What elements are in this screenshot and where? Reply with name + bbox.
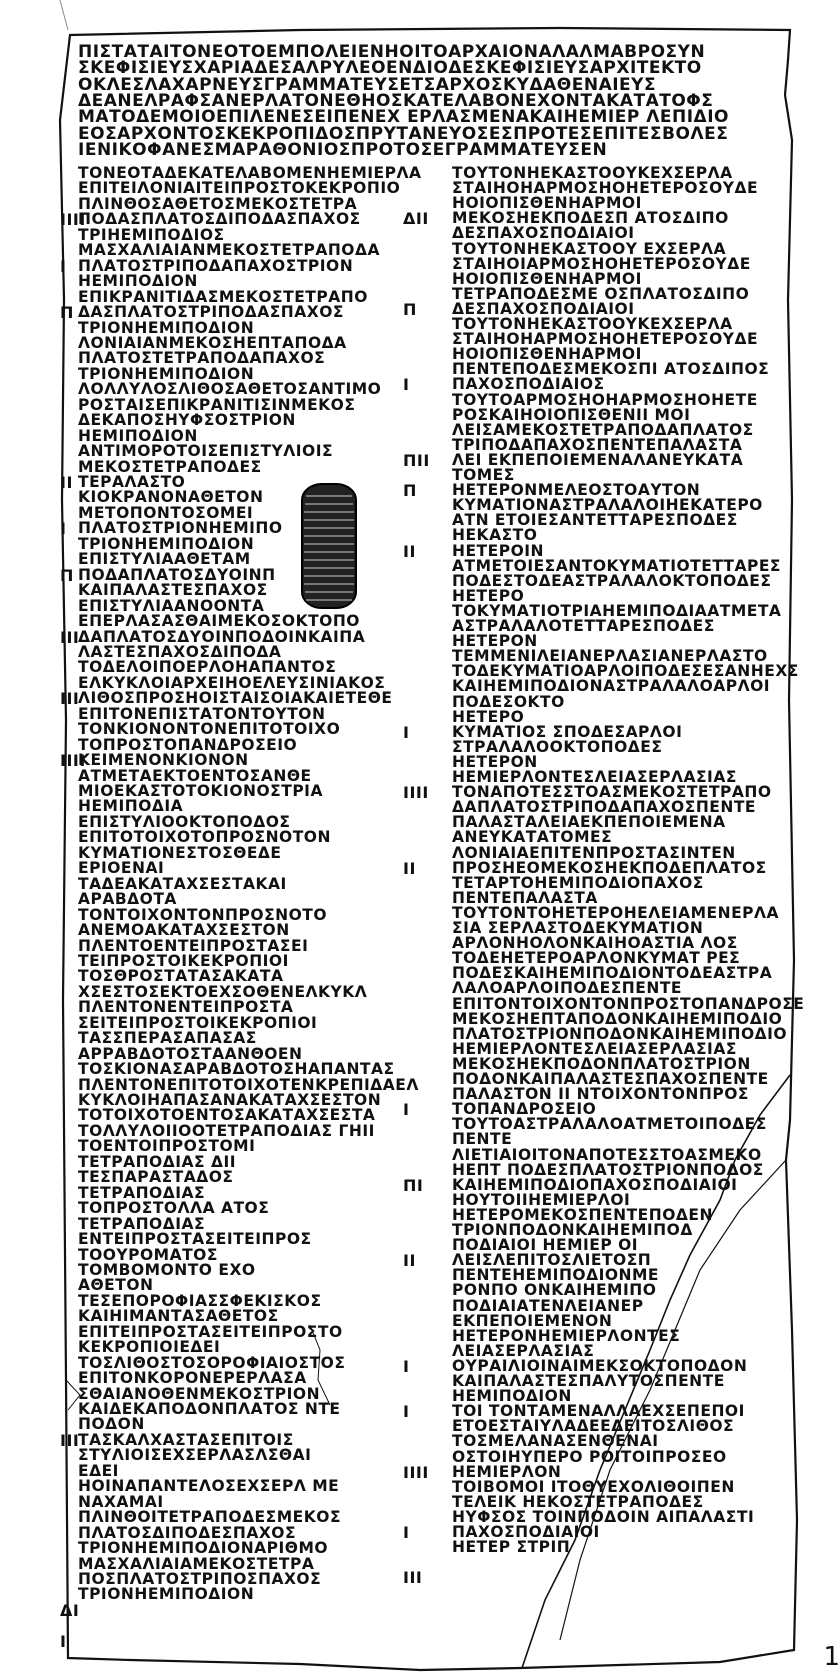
left-column-line: ΤΡΙΗΕΜΙΠΟΔΙΟΣ — [78, 225, 225, 244]
left-column-line: ΡΟΣΤΑΙΣΕΠΙΚΡΑΝΙΤΙΣΙΝΜΕΚΟΣ — [78, 395, 356, 414]
left-column-line: ΤΕΤΡΑΠΟΔΙΑΣ — [78, 1214, 206, 1233]
margin-numeral: Ι — [403, 1402, 410, 1422]
left-column-line: ΝΑΧΑΜΑΙ — [78, 1492, 164, 1511]
left-column-line: ΤΟΝΚΙΟΝΟΝΤΟΝΕΠΙΤΟΤΟΙΧΟ — [78, 720, 341, 739]
left-column-line: ΤΟΔΕΛΟΙΠΟΕΡΛΟΗΑΠΑΝΤΟΣ — [78, 658, 337, 677]
right-column-line: ΛΙΕΤΙΑΙΟΙΤΟΝΑΠΟΤΕΣΣΤΟΑΣΜΕΚΟ — [452, 1145, 762, 1164]
right-column-line: ΡΟΝΠΟ ΟΝΚΑΙΗΕΜΙΠΟ — [452, 1281, 657, 1300]
left-column-line: ΗΕΜΙΠΟΔΙΑ — [78, 797, 184, 816]
margin-numeral: ΙΙ — [60, 473, 73, 492]
left-column-line: ΗΕΜΙΠΟΔΙΟΝ — [78, 272, 198, 291]
margin-numeral: Ι — [403, 1100, 410, 1120]
right-column-line: ΔΕΣΠΑΧΟΣΠΟΔΙΑΙΟΙ — [452, 224, 635, 243]
right-column-line: ΑΣΤΡΑΛΑΛΟΤΕΤΤΑΡΕΣΠΟΔΕΣ — [452, 617, 715, 635]
left-column-line: ΣΘΑΙΑΝΟΘΕΝΜΕΚΟΣΤΡΙΟΝ — [78, 1384, 321, 1403]
left-column-line: ΤΟΣΚΙΟΝΑΣΑΡΑΒΔΟΤΟΣΗΑΠΑΝΤΑΣ — [78, 1060, 395, 1079]
heading-line: ΔΕΑΝΕΛΡΑΦΣΑΝΕΡΛΑΤΟΝΕΘΗΟΣΚΑΤΕΛΑΒΟΝΕΧΟΝΤΑΚΑΤΑΤΟΦΣ — [78, 90, 714, 111]
left-column-line: ΤΕΣΠΑΡΑΣΤΑΔΟΣ — [78, 1168, 234, 1187]
left-column-line: ΑΘΕΤΟΝ — [78, 1276, 154, 1295]
left-column-line: ΤΕΤΡΑΠΟΔΙΑΣ — [78, 1183, 206, 1202]
right-column-line: ΤΟΥΤΟΝΗΕΚΑΣΤΟΟΥ ΕΧΣΕΡΛΑ — [452, 239, 726, 258]
right-column-line: ΤΟΙΒΟΜΟΙ ΙΤΟΘΥΕΧΟΛΙΘΟΙΠΕΝ — [452, 1477, 735, 1496]
left-column-line: ΠΛΑΤΟΣΤΡΙΠΟΔΑΠΑΧΟΣΤΡΙΟΝ — [78, 256, 354, 275]
right-column-line: ΠΑΧΟΣΠΟΔΙΑΙΟΣ — [452, 375, 605, 394]
column-drum-illustration — [300, 482, 358, 610]
margin-numeral: Ι — [60, 519, 67, 539]
right-column-line: ΠΕΝΤΕΗΕΜΙΠΟΔΙΟΝΜΕ — [452, 1266, 660, 1285]
left-column-line: ΕΛΚΥΚΛΟΙΑΡΧΕΙΗΟΕΛΕΥΣΙΝΙΑΚΟΣ — [78, 673, 386, 692]
right-column-line: ΤΟΣΜΕΛΑΝΑΣΕΝΘΕΝΑΙ — [452, 1432, 659, 1451]
left-column-line: ΔΕΚΑΠΟΣΗΥΦΣΟΣΤΡΙΟΝ — [78, 411, 296, 430]
right-column-line: ΗΕΤΕΡΟΝ — [452, 632, 538, 651]
right-column-line: ΛΟΝΙΑΙΑΕΠΙΤΕΝΠΡΟΣΤΑΣΙΝΤΕΝ — [452, 843, 736, 862]
right-column-line: ΕΤΟΕΣΤΑΙΥΛΑΔΕΕΔΕΙΤΟΣΛΙΘΟΣ — [452, 1417, 735, 1436]
right-column-line: ΛΕΙΑΣΕΡΛΑΣΙΑΣ — [452, 1341, 595, 1360]
right-column-line: ΠΕΝΤΕΠΑΛΑΣΤΑ — [452, 888, 598, 907]
right-column-line: ΠΟΔΙΑΙΟΙ ΗΕΜΙΕΡ ΟΙ — [452, 1236, 639, 1255]
right-column-line: ΗΕΚΑΣΤΟ — [452, 526, 538, 545]
margin-numeral: ΙΙΙ — [60, 627, 80, 647]
right-column-line: ΤΟΔΕΚΥΜΑΤΙΟΑΡΛΟΙΠΟΔΕΣΕΣΑΝΗΕΧΣ — [452, 662, 799, 681]
right-column-line: ΑΤΝ ΕΤΟΙΕΣΑΝΤΕΤΤΑΡΕΣΠΟΔΕΣ — [452, 511, 738, 530]
heading-line: ΙΕΝΙΚΟΦΑΝΕΣΜΑΡΑΘΟΝΙΟΣΠΡΟΤΟΣΕΓΡΑΜΜΑΤΕΥΣΕΝ — [78, 139, 608, 160]
right-column-line: ΣΤΑΙΗΟΙΑΡΜΟΣΗΟΗΕΤΕΡΟΣΟΥΔΕ — [452, 254, 751, 273]
right-column-line: ΟΥΡΑΙΛΙΟΙΝΑΙΜΕΚΣΟΚΤΟΠΟΔΟΝ — [452, 1356, 748, 1375]
left-column-line: ΣΕΙΤΕΙΠΡΟΣΤΟΙΚΕΚΡΟΠΙΟΙ — [78, 1013, 318, 1032]
left-column-line: ΗΟΙΝΑΠΑΝΤΕΛΟΣΕΧΣΕΡΛ ΜΕ — [78, 1477, 340, 1496]
left-column-line: ΑΝΤΙΜΟΡΟΤΟΙΣΕΠΙΣΤΥΛΙΟΙΣ — [78, 442, 334, 461]
left-column-line: ΕΠΙΤΕΙΛΟΝΙΑΙΤΕΙΠΡΟΣΤΟΚΕΚΡΟΠΙΟ — [78, 179, 401, 198]
left-column-line: ΕΠΙΣΤΥΛΙΑΑΝΟΟΝΤΑ — [78, 596, 265, 615]
left-column-line: ΚΕΙΜΕΝΟΝΚΙΟΝΟΝ — [78, 751, 249, 770]
left-column-line: ΤΟΝΤΟΙΧΟΝΤΟΝΠΡΟΣΝΟΤΟ — [78, 905, 328, 924]
left-column-line: ΕΠΙΚΡΑΝΙΤΙΔΑΣΜΕΚΟΣΤΕΤΡΑΠΟ — [78, 287, 368, 306]
right-column-line: ΛΕΙΣΛΕΠΙΤΟΣΛΙΕΤΟΣΠ — [452, 1251, 652, 1270]
right-column-line: ΑΤΜΕΤΟΙΕΣΑΝΤΟΚΥΜΑΤΙΟΤΕΤΤΑΡΕΣ — [452, 556, 782, 575]
right-column-line: ΑΡΛΟΝΗΟΛΟΝΚΑΙΗΟΑΣΤΙΑ ΛΟΣ — [452, 934, 738, 953]
right-column-line: ΗΕΤΕΡΟΝ — [452, 752, 538, 771]
left-column-line: ΕΠΙΣΤΥΛΙΑΑΘΕΤΑΜ — [78, 550, 251, 569]
left-column-line: ΕΡΙΟΕΝΑΙ — [78, 859, 165, 878]
right-column-line: ΠΛΑΤΟΣΤΡΙΟΝΠΟΔΟΝΚΑΙΗΕΜΙΠΟΔΙΟ — [452, 1024, 788, 1043]
left-column-line: ΤΟΛΛΥΛΟΙΙΟΟΤΕΤΡΑΠΟΔΙΑΣ ΓΗΙΙ — [78, 1121, 375, 1140]
right-column-line: ΗΟΙΟΠΙΣΘΕΝΗΑΡΜΟΙ — [452, 269, 642, 288]
right-column-line: ΠΡΟΣΗΕΟΜΕΚΟΣΗΕΚΠΟΔΕΠΛΑΤΟΣ — [452, 858, 767, 877]
left-column-line: ΠΛΕΝΤΟΝΕΝΤΕΙΠΡΟΣΤΑ — [78, 998, 294, 1017]
left-column-line: ΛΟΛΛΥΛΟΣΛΙΘΟΣΑΘΕΤΟΣΑΝΤΙΜΟ — [78, 380, 382, 399]
margin-numeral: ΔΙ — [60, 1600, 80, 1620]
left-column-line: ΠΛΙΝΘΟΙΤΕΤΡΑΠΟΔΕΣΜΕΚΟΣ — [78, 1508, 342, 1527]
left-column-line: ΜΕΚΟΣΤΕΤΡΑΠΟΔΕΣ — [78, 457, 262, 476]
page-number: 1 — [823, 1642, 840, 1672]
right-column-line: ΤΟΥΤΟΑΡΜΟΣΗΟΗΑΡΜΟΣΗΟΗΕΤΕ — [452, 390, 758, 409]
left-column-line: ΛΙΘΟΣΠΡΟΣΗΟΙΣΤΑΙΣΟΙΑΚΑΙΕΤΕΘΕ — [78, 689, 393, 708]
left-column-line: ΔΑΣΠΛΑΤΟΣΤΡΙΠΟΔΑΣΠΑΧΟΣ — [78, 303, 344, 322]
left-column-line: ΑΡΑΒΔΟΤΑ — [78, 890, 177, 909]
left-column-line: ΕΠΙΤΟΝΕΠΙΣΤΑΤΟΝΤΟΥΤΟΝ — [78, 704, 326, 723]
left-column-line: ΤΟΣΘΡΟΣΤΑΤΑΣΑΚΑΤΑ — [78, 967, 284, 986]
left-column-line: ΜΑΣΧΑΛΙΑΙΑΝΜΕΚΟΣΤΕΤΡΑΠΟΔΑ — [78, 241, 380, 260]
left-column-line: ΚΑΙΗΙΜΑΝΤΑΣΑΘΕΤΟΣ — [78, 1307, 279, 1326]
margin-numeral: Ι — [403, 1523, 410, 1542]
right-column-line: ΜΕΚΟΣΗΕΚΠΟΔΕΣΠ ΑΤΟΣΔΙΠΟ — [452, 209, 729, 228]
left-column-line: ΠΛΑΤΟΣΤΕΤΡΑΠΟΔΑΠΑΧΟΣ — [78, 349, 326, 368]
margin-numeral: Π — [60, 303, 74, 323]
left-column-line: ΚΥΚΛΟΙΗΑΠΑΣΑΝΑΚΑΤΑΧΣΕΣΤΟΝ — [78, 1091, 382, 1109]
right-column-line: ΛΕΙΣΑΜΕΚΟΣΤΕΤΡΑΠΟΔΑΠΛΑΤΟΣ — [452, 420, 754, 439]
right-column-line: ΣΙΑ ΣΕΡΛΑΣΤΟΔΕΚΥΜΑΤΙΟΝ — [452, 919, 704, 937]
left-column-line: ΔΑΠΛΑΤΟΣΔΥΟΙΝΠΟΔΟΙΝΚΑΙΠΑ — [78, 627, 366, 646]
left-column-line: ΕΔΕΙ — [78, 1461, 119, 1480]
left-column-line: ΤΟΜΒΟΜΟΝΤΟ ΕΧΟ — [78, 1260, 256, 1279]
left-column-line: ΑΡΡΑΒΔΟΤΟΣΤΑΑΝΘΟΕΝ — [78, 1044, 303, 1063]
right-column-line: ΗΕΜΙΕΡΛΟΝΤΕΣΛΕΙΑΣΕΡΛΑΣΙΑΣ — [452, 768, 737, 786]
right-column-line: ΚΑΙΗΕΜΙΠΟΔΙΟΝΑΣΤΡΑΛΑΛΟΑΡΛΟΙ — [452, 677, 771, 696]
left-column-line: ΛΟΝΙΑΙΑΝΜΕΚΟΣΗΕΠΤΑΠΟΔΑ — [78, 333, 347, 352]
right-column-line: ΜΕΚΟΣΗΕΚΠΟΔΟΝΠΛΑΤΟΣΤΡΙΟΝ — [452, 1054, 751, 1073]
right-column-line: ΣΤΑΙΗΟΗΑΡΜΟΣΗΟΗΕΤΕΡΟΣΟΥΔΕ — [452, 330, 759, 349]
right-column-line: ΑΝΕΥΚΑΤΑΤΟΜΕΣ — [452, 828, 613, 847]
right-column-line: ΤΕΛΕΙΚ ΗΕΚΟΣΤΕΤΡΑΠΟΔΕΣ — [452, 1492, 704, 1511]
right-column-line: ΗΕΤΕΡΟ — [452, 707, 525, 726]
left-column-line: ΠΛΙΝΘΟΣΑΘΕΤΟΣΜΕΚΟΣΤΕΤΡΑ — [78, 194, 358, 213]
left-column-line: ΠΛΕΝΤΟΝΕΠΙΤΟΤΟΙΧΟΤΕΝΚΡΕΠΙΔΑΕΛ — [78, 1075, 419, 1094]
margin-numeral: ΙΙΙΙ — [60, 210, 86, 230]
right-column-line: ΚΑΙΠΑΛΑΣΤΕΣΠΑΛΥΤΟΣΠΕΝΤΕ — [452, 1372, 725, 1390]
right-column-line: ΗΕΜΙΕΡΛΟΝ — [452, 1462, 562, 1481]
margin-numeral: ΙΙΙΙ — [403, 1462, 429, 1482]
left-column-line: ΚΑΙΔΕΚΑΠΟΔΟΝΠΛΑΤΟΣ ΝΤΕ — [78, 1400, 341, 1418]
margin-numeral: ΙΙΙ — [403, 1568, 423, 1588]
left-column-line: ΕΠΕΡΛΑΣΑΣΘΑΙΜΕΚΟΣΟΚΤΟΠΟ — [78, 612, 360, 631]
right-column-line: ΠΑΛΑΣΤΟΝ ΙΙ ΝΤΟΙΧΟΝΤΟΝΠΡΟΣ — [452, 1085, 750, 1104]
right-column-line: ΗΥΦΣΟΣ ΤΟΙΝΠΟΔΟΙΝ ΑΙΠΑΛΑΣΤΙ — [452, 1507, 755, 1526]
left-column-line: ΤΟΝΕΟΤΑΔΕΚΑΤΕΛΑΒΟΜΕΝΗΕΜΙΕΡΛΑ — [78, 164, 422, 182]
right-column-line: ΗΕΤΕΡΟΙΝ — [452, 541, 544, 560]
left-column-line: ΤΟΟΥΡΟΜΑΤΟΣ — [78, 1245, 218, 1264]
left-column-line: ΤΟΤΟΙΧΟΤΟΕΝΤΟΣΑΚΑΤΑΧΣΕΣΤΑ — [78, 1106, 376, 1125]
left-column-line: ΤΡΙΟΝΗΕΜΙΠΟΔΙΟΝ — [78, 534, 255, 553]
left-column-line: ΜΑΣΧΑΛΙΑΙΑΜΕΚΟΣΤΕΤΡΑ — [78, 1554, 315, 1573]
margin-numeral: ΙΙ — [403, 1251, 416, 1271]
right-column-line: ΗΕΠΤ ΠΟΔΕΣΠΛΑΤΟΣΤΡΙΟΝΠΟΔΟΣ — [452, 1160, 764, 1179]
left-column-line: ΚΑΙΠΑΛΑΣΤΕΣΠΑΧΟΣ — [78, 581, 268, 600]
left-column-line: ΤΟΠΡΟΣΤΟΠΑΝΔΡΟΣΕΙΟ — [78, 735, 298, 754]
margin-numeral: ΙΙ — [403, 541, 416, 561]
right-column-line: ΗΕΤΕΡΟΝΗΕΜΙΕΡΛΟΝΤΕΣ — [452, 1326, 681, 1345]
right-column-line: ΕΚΠΕΠΟΙΕΜΕΝΟΝ — [452, 1311, 613, 1330]
right-column-line: ΠΟΔΕΣΤΟΔΕΑΣΤΡΑΛΑΛΟΚΤΟΠΟΔΕΣ — [452, 571, 772, 590]
right-column-line: ΤΟΔΕΗΕΤΕΡΟΑΡΛΟΝΚΥΜΑΤ ΡΕΣ — [452, 949, 741, 968]
right-column-line: ΠΟΔΟΝΚΑΙΠΑΛΑΣΤΕΣΠΑΧΟΣΠΕΝΤΕ — [452, 1070, 769, 1088]
right-column-line: ΤΟΝΑΠΟΤΕΣΣΤΟΑΣΜΕΚΟΣΤΕΤΡΑΠΟ — [452, 783, 772, 802]
heading-line: ΕΟΣΑΡΧΟΝΤΟΣΚΕΚΡΟΠΙΔΟΣΠΡΥΤΑΝΕΥΟΣΕΣΠΡΟΤΕΣΕΠΙΤΕΣΒΟΛΕΣ — [78, 123, 729, 144]
left-column-line: ΠΛΑΤΟΣΤΡΙΟΝΗΕΜΙΠΟ — [78, 519, 283, 538]
right-column-line: ΛΕΙ ΕΚΠΕΠΟΙΕΜΕΝΑΛΑΝΕΥΚΑΤΑ — [452, 450, 744, 469]
right-column-line: ΤΟΥΤΟΑΣΤΡΑΛΑΛΟΑΤΜΕΤΟΙΠΟΔΕΣ — [452, 1115, 767, 1134]
right-column-line: ΤΕΜΜΕΝΙΛΕΙΑΝΕΡΛΑΣΙΑΝΕΡΛΑΣΤΟ — [452, 647, 768, 666]
left-column-line: ΤΡΙΟΝΗΕΜΙΠΟΔΙΟΝ — [78, 364, 255, 383]
margin-numeral: ΙΙΙΙ — [403, 783, 429, 803]
right-column-line: ΔΕΣΠΑΧΟΣΠΟΔΙΑΙΟΙ — [452, 299, 635, 318]
left-column-line: ΜΙΟΕΚΑΣΤΟΤΟΚΙΟΝΟΣΤΡΙΑ — [78, 782, 323, 800]
heading-line: ΟΚΛΕΣΛΑΧΑΡΝΕΥΣΓΡΑΜΜΑΤΕΥΣΕΤΣΑΡΧΟΣΚΥΔΑΘΕΝΑΙΕΥΣ — [78, 74, 657, 95]
right-column-line: ΤΕΤΑΡΤΟΗΕΜΙΠΟΔΙΟΠΑΧΟΣ — [452, 873, 704, 892]
left-column-line: ΤΡΙΟΝΗΕΜΙΠΟΔΙΟΝΑΡΙΘΜΟ — [78, 1539, 329, 1558]
right-column-line: ΗΕΜΙΠΟΔΙΟΝ — [452, 1387, 572, 1406]
heading-line: ΣΚΕΦΙΣΙΕΥΣΧΑΡΙΑΔΕΣΑΛΡΥΛΕΟΕΝΔΙΟΔΕΣΚΕΦΙΣΙΕΥΣΑΡΧΙΤΕΚΤΟ — [78, 58, 702, 79]
right-column-line: ΠΟΔΕΣΚΑΙΗΕΜΙΠΟΔΙΟΝΤΟΔΕΑΣΤΡΑ — [452, 964, 773, 983]
right-column-line: ΤΟΚΥΜΑΤΙΟΤΡΙΑΗΕΜΙΠΟΔΙΑΑΤΜΕΤΑ — [452, 601, 782, 620]
left-column-line: ΤΟΣΛΙΘΟΣΤΟΣΟΡΟΦΙΑΙΟΣΤΟΣ — [78, 1353, 346, 1372]
left-column-line: ΜΕΤΟΠΟΝΤΟΣΟΜΕΙ — [78, 503, 254, 522]
left-column-line: ΕΠΙΤΟΝΚΟΡΟΝΕΡΕΡΛΑΣΑ — [78, 1369, 307, 1388]
left-column-line: ΚΙΟΚΡΑΝΟΝΑΘΕΤΟΝ — [78, 488, 264, 507]
left-column-line: ΠΛΕΝΤΟΕΝΤΕΙΠΡΟΣΤΑΣΕΙ — [78, 936, 309, 955]
right-column-line: ΚΥΜΑΤΙΟΣ ΣΠΟΔΕΣΑΡΛΟΙ — [452, 722, 683, 741]
right-column-line: ΗΕΜΙΕΡΛΟΝΤΕΣΛΕΙΑΣΕΡΛΑΣΙΑΣ — [452, 1039, 737, 1058]
left-column-line: ΑΤΜΕΤΑΕΚΤΟΕΝΤΟΣΑΝΘΕ — [78, 766, 312, 785]
left-column-line: ΕΠΙΤΕΙΠΡΟΣΤΑΣΕΙΤΕΙΠΡΟΣΤΟ — [78, 1322, 343, 1341]
right-column-line: ΣΤΑΙΗΟΗΑΡΜΟΣΗΟΗΕΤΕΡΟΣΟΥΔΕ — [452, 179, 759, 198]
left-column-line: ΠΛΑΤΟΣΔΙΠΟΔΕΣΠΑΧΟΣ — [78, 1523, 297, 1542]
right-column-line: ΤΡΙΟΝΠΟΔΟΝΚΑΙΗΕΜΙΠΟΔ — [452, 1221, 693, 1239]
right-column-line: ΠΟΔΙΑΙΑΤΕΝΛΕΙΑΝΕΡ — [452, 1296, 644, 1315]
right-column-line: ΣΤΡΑΛΑΛΟΟΚΤΟΠΟΔΕΣ — [452, 737, 663, 756]
right-column-line: ΠΕΝΤΕΠΟΔΕΣΜΕΚΟΣΠΙ ΑΤΟΣΔΙΠΟΣ — [452, 360, 770, 379]
heading-line: ΜΑΤΟΔΕΜΟΙΟΕΠΙΛΕΝΕΣΕΙΠΕΝΕΧ ΕΡΛΑΣΜΕΝΑΚΑΙΗΕΜΙΕΡ ΛΕΠΙΔΙΟ — [78, 107, 729, 128]
margin-numeral: Π — [60, 565, 74, 585]
left-column-line: ΤΟΠΡΟΣΤΟΛΛΑ ΑΤΟΣ — [78, 1199, 270, 1218]
margin-numeral: ΠΙ — [403, 1175, 424, 1195]
right-column-line: ΗΕΤΕΡΟΜΕΚΟΣΠΕΝΤΕΠΟΔΕΝ — [452, 1205, 713, 1224]
right-column-line: ΗΕΤΕΡΟ — [452, 586, 525, 605]
right-column-line: ΟΣΤΟΙΗΥΠΕΡΟ ΡΟΙΤΟΙΠΡΟΣΕΟ — [452, 1447, 727, 1466]
margin-numeral: Π — [403, 481, 417, 501]
left-column-line: ΗΕΜΙΠΟΔΙΟΝ — [78, 426, 198, 445]
left-column-line: ΛΑΣΤΕΣΠΑΧΟΣΔΙΠΟΔΑ — [78, 642, 282, 661]
margin-numeral: Ι — [60, 256, 67, 276]
left-column-line: ΤΕΤΡΑΠΟΔΙΑΣ ΔΙΙ — [78, 1152, 237, 1171]
left-column-line: ΧΣΕΣΤΟΣΕΚΤΟΕΧΣΟΘΕΝΕΛΚΥΚΛ — [78, 982, 368, 1001]
right-column-line: ΜΕΚΟΣΗΕΠΤΑΠΟΔΟΝΚΑΙΗΕΜΙΠΟΔΙΟ — [452, 1009, 783, 1028]
right-column-line: ΤΟΠΑΝΔΡΟΣΕΙΟ — [452, 1100, 597, 1119]
right-column-line: ΗΟΙΟΠΙΣΘΕΝΗΑΡΜΟΙ — [452, 345, 642, 364]
left-column-line: ΣΤΥΛΙΟΙΣΕΧΣΕΡΛΑΣΛΣΘΑΙ — [78, 1446, 312, 1465]
left-column-line: ΤΕΣΕΠΟΡΟΦΙΑΣΣΦΕΚΙΣΚΟΣ — [78, 1291, 322, 1310]
margin-numeral: Ι — [403, 375, 410, 395]
right-column-line: ΔΑΠΛΑΤΟΣΤΡΙΠΟΔΑΠΑΧΟΣΠΕΝΤΕ — [452, 798, 757, 817]
left-column-line: ΤΟΕΝΤΟΙΠΡΟΣΤΟΜΙ — [78, 1137, 256, 1156]
right-column-line: ΗΟΙΟΠΙΣΘΕΝΗΑΡΜΟΙ — [452, 194, 642, 213]
left-column-line: ΤΑΣΚΑΛΧΑΣΤΑΣΕΠΙΤΟΙΣ — [78, 1430, 294, 1449]
left-column-line: ΤΑΔΕΑΚΑΤΑΧΣΕΣΤΑΚΑΙ — [78, 874, 287, 893]
left-column-line: ΤΕΙΠΡΟΣΤΟΙΚΕΚΡΟΠΙΟΙ — [78, 951, 289, 970]
right-column-line: ΤΟΥΤΟΝΗΕΚΑΣΤΟΟΥΚΕΧΣΕΡΛΑ — [452, 164, 733, 182]
left-column-line: ΠΟΣΠΛΑΤΟΣΤΡΙΠΟΣΠΑΧΟΣ — [78, 1569, 322, 1588]
margin-numeral: ΙΙΙ — [60, 689, 80, 709]
margin-numeral: ΙΙΙΙ — [60, 751, 86, 771]
heading-line: ΠΙΣΤΑΤΑΙΤΟΝΕΟΤΟΕΜΠΟΛΕΙΕΝΗΟΙΤΟΑΡΧΑΙΟΝΑΛΑΛΜΑΒΡΟΣΥΝ — [78, 42, 706, 62]
margin-numeral: Ι — [60, 1631, 67, 1651]
left-column-line: ΑΝΕΜΟΑΚΑΤΑΧΣΕΣΤΟΝ — [78, 921, 290, 940]
left-column-line: ΤΡΙΟΝΗΕΜΙΠΟΔΙΟΝ — [78, 318, 255, 337]
margin-numeral: ΙΙ — [403, 858, 416, 878]
margin-numeral: ΔΙΙ — [403, 209, 429, 229]
left-column-line: ΚΕΚΡΟΠΙΟΙΕΔΕΙ — [78, 1338, 221, 1357]
right-column-line: ΕΠΙΤΟΝΤΟΙΧΟΝΤΟΝΠΡΟΣΤΟΠΑΝΔΡΟΣΕ — [452, 994, 805, 1013]
right-column-line: ΤΡΙΠΟΔΑΠΑΧΟΣΠΕΝΤΕΠΑΛΑΣΤΑ — [452, 435, 743, 454]
right-column-line: ΠΑΛΑΣΤΑΛΕΙΑΕΚΠΕΠΟΙΕΜΕΝΑ — [452, 813, 726, 832]
right-column-line: ΗΕΤΕΡ ΣΤΡΙΠ — [452, 1538, 571, 1557]
left-column-line: ΠΟΔΑΠΛΑΤΟΣΔΥΟΙΝΠ — [78, 565, 276, 584]
left-column-line: ΤΡΙΟΝΗΕΜΙΠΟΔΙΟΝ — [78, 1585, 255, 1604]
right-column-line: ΛΑΛΟΑΡΛΟΙΠΟΔΕΣΠΕΝΤΕ — [452, 979, 682, 998]
right-column-line: ΗΕΤΕΡΟΝΜΕΛΕΟΣΤΟΑΥΤΟΝ — [452, 481, 701, 500]
right-column-line: ΤΟΜΕΣ — [452, 466, 515, 484]
right-column-line: ΠΑΧΟΣΠΟΔΙΑΙΟΙ — [452, 1523, 600, 1541]
left-column-line: ΠΟΔΟΝ — [78, 1415, 145, 1434]
right-column-line: ΤΟΥΤΟΝΤΟΗΕΤΕΡΟΗΕΛΕΙΑΜΕΝΕΡΛΑ — [452, 903, 780, 922]
right-column-line: ΠΟΔΕΣΟΚΤΟ — [452, 692, 565, 711]
right-column-line: ΡΟΣΚΑΙΗΟΙΟΠΙΣΘΕΝΙΙ ΜΟΙ — [452, 405, 691, 424]
right-column-line: ΤΕΤΡΑΠΟΔΕΣΜΕ ΟΣΠΛΑΤΟΣΔΙΠΟ — [452, 284, 750, 303]
left-column-line: ΠΟΔΑΣΠΛΑΤΟΣΔΙΠΟΔΑΣΠΑΧΟΣ — [78, 210, 361, 229]
left-column-line: ΕΠΙΣΤΥΛΙΟΟΚΤΟΠΟΔΟΣ — [78, 812, 291, 831]
right-column-line: ΚΥΜΑΤΙΟΝΑΣΤΡΑΛΑΛΟΙΗΕΚΑΤΕΡΟ — [452, 496, 763, 515]
margin-numeral: ΙΙΙ — [60, 1430, 80, 1450]
right-column-line: ΤΟΥΤΟΝΗΕΚΑΣΤΟΟΥΚΕΧΣΕΡΛΑ — [452, 315, 733, 333]
left-column-line: ΚΥΜΑΤΙΟΝΕΣΤΟΣΘΕΔΕ — [78, 843, 282, 862]
right-column-line: ΠΕΝΤΕ — [452, 1130, 513, 1149]
left-column-line: ΕΝΤΕΙΠΡΟΣΤΑΣΕΙΤΕΙΠΡΟΣ — [78, 1230, 312, 1249]
right-column-line: ΗΟΥΤΟΙΙΗΕΜΙΕΡΛΟΙ — [452, 1190, 631, 1209]
margin-numeral: Ι — [403, 722, 410, 742]
left-column-line: ΤΕΡΑΛΑΣΤΟ — [78, 473, 186, 491]
right-column-line: ΚΑΙΗΕΜΙΠΟΔΙΟΠΑΧΟΣΠΟΔΙΑΙΟΙ — [452, 1175, 738, 1194]
right-column-line: ΤΟΙ ΤΟΝΤΑΜΕΝΑΛΛΑΕΧΣΕΠΕΠΟΙ — [452, 1402, 745, 1421]
margin-numeral: Ι — [403, 1356, 410, 1376]
margin-numeral: ΠΙΙ — [403, 450, 430, 470]
left-column-line: ΕΠΙΤΟΤΟΙΧΟΤΟΠΡΟΣΝΟΤΟΝ — [78, 828, 331, 847]
margin-numeral: Π — [403, 299, 417, 319]
left-column-line: ΤΑΣΣΠΕΡΑΣΑΠΑΣΑΣ — [78, 1029, 257, 1048]
